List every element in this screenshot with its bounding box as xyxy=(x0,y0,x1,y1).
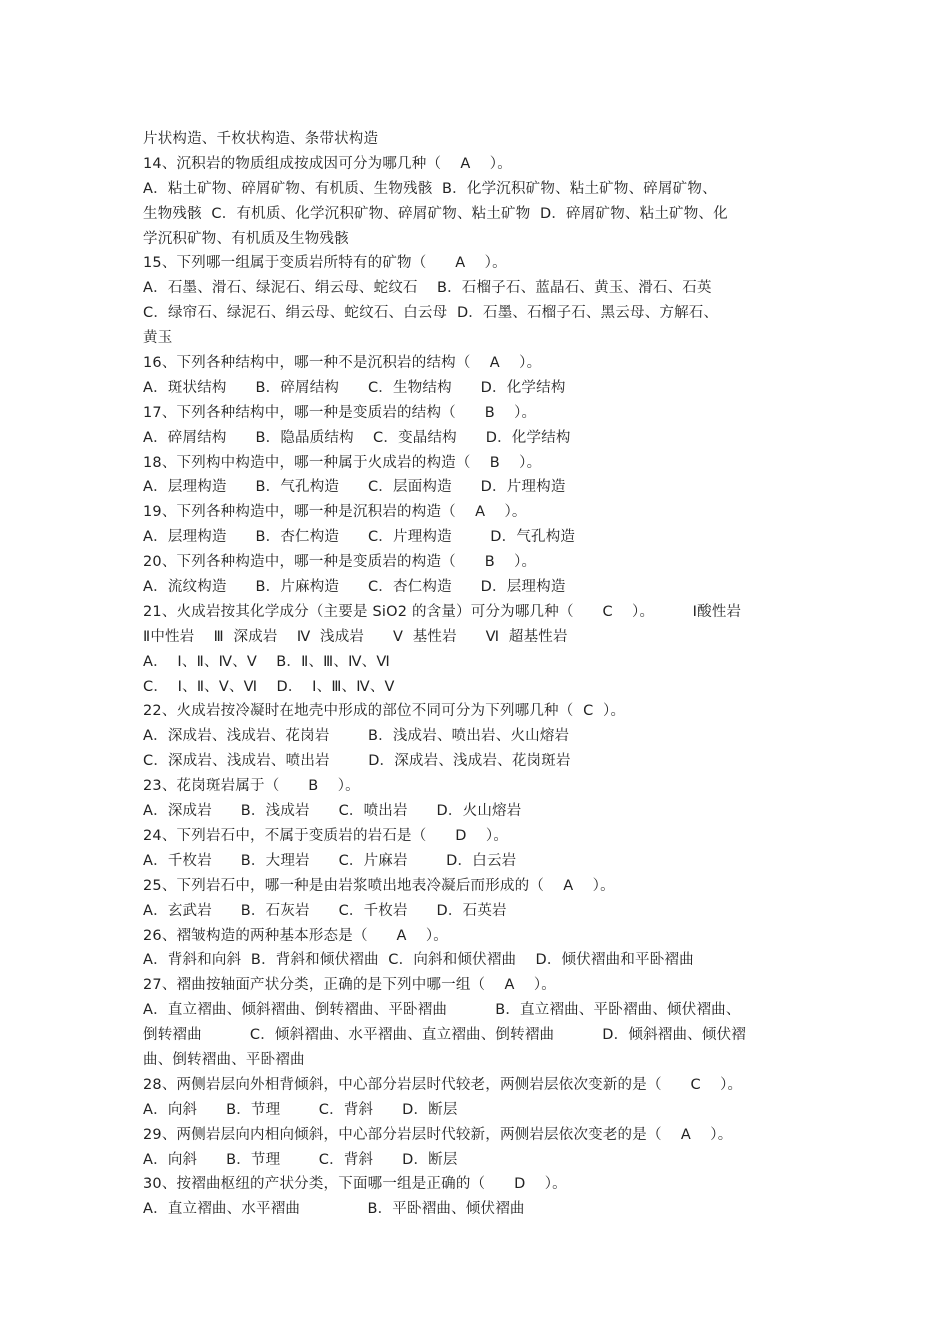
question-16: 16、下列各种结构中，哪一种不是沉积岩的结构（ A ）。 xyxy=(143,355,542,372)
question-22: 22、火成岩按冷凝时在地壳中形成的部位不同可分为下列哪几种（ C ）。 xyxy=(143,703,626,720)
question-27-options: A．直立褶曲、倾斜褶曲、倒转褶曲、平卧褶曲 B．直立褶曲、平卧褶曲、倾伏褶曲、 xyxy=(143,1002,741,1019)
question-19: 19、下列各种构造中，哪一种是沉积岩的构造（ A ）。 xyxy=(143,504,527,521)
question-27: 27、褶曲按轴面产状分类，正确的是下列中哪一组（ A ）。 xyxy=(143,977,556,994)
question-29-options: A．向斜 B．节理 C．背斜 D．断层 xyxy=(143,1151,458,1168)
question-17-options: A．碎屑结构 B．隐晶质结构 C．变晶结构 D．化学结构 xyxy=(143,429,571,446)
question-25: 25、下列岩石中，哪一种是由岩浆喷出地表冷凝后而形成的（ A ）。 xyxy=(143,877,615,894)
question-30-options: A．直立褶曲、水平褶曲 B．平卧褶曲、倾伏褶曲 xyxy=(143,1201,525,1218)
question-22-options: C．深成岩、浅成岩、喷出岩 D．深成岩、浅成岩、花岗斑岩 xyxy=(143,753,571,770)
document-page xyxy=(143,127,823,1222)
question-15-options: 黄玉 xyxy=(143,330,173,347)
question-23-options: A．深成岩 B．浅成岩 C．喷出岩 D．火山熔岩 xyxy=(143,803,522,820)
question-18-options: A．层理构造 B．气孔构造 C．层面构造 D．片理构造 xyxy=(143,479,566,496)
question-27-options: 倒转褶曲 C．倾斜褶曲、水平褶曲、直立褶曲、倒转褶曲 D．倾斜褶曲、倾伏褶 xyxy=(143,1027,746,1044)
question-15-options: C．绿帘石、绿泥石、绢云母、蛇纹石、白云母 D．石墨、石榴子石、黑云母、方解石、 xyxy=(143,305,719,322)
question-18: 18、下列构中构造中，哪一种属于火成岩的构造（ B ）。 xyxy=(143,454,542,471)
question-17: 17、下列各种结构中，哪一种是变质岩的结构（ B ）。 xyxy=(143,404,537,421)
question-19-options: A．层理构造 B．杏仁构造 C．片理构造 D．气孔构造 xyxy=(143,529,576,546)
question-20-options: A．流纹构造 B．片麻构造 C．杏仁构造 D．层理构造 xyxy=(143,579,566,596)
question-28-options: A．向斜 B．节理 C．背斜 D．断层 xyxy=(143,1101,458,1118)
question-15: 15、下列哪一组属于变质岩所特有的矿物（ A ）。 xyxy=(143,255,507,272)
question-26-options: A．背斜和向斜 B．背斜和倾伏褶曲 C．向斜和倾伏褶曲 D．倾伏褶曲和平卧褶曲 xyxy=(143,952,694,969)
question-14-options: 生物残骸 C．有机质、化学沉积矿物、碎屑矿物、粘土矿物 D．碎屑矿物、粘土矿物、化 xyxy=(143,205,728,222)
question-21-options: C． Ⅰ、Ⅱ、Ⅴ、Ⅵ D． Ⅰ、Ⅲ、Ⅳ、Ⅴ xyxy=(143,678,395,695)
question-24-options: A．千枚岩 B．大理岩 C．片麻岩 D．白云岩 xyxy=(143,852,517,869)
question-20: 20、下列各种构造中，哪一种是变质岩的构造（ B ）。 xyxy=(143,554,537,571)
question-24: 24、下列岩石中，不属于变质岩的岩石是（ D ）。 xyxy=(143,827,509,844)
question-21-items: Ⅱ中性岩 Ⅲ 深成岩 Ⅳ 浅成岩 Ⅴ 基性岩 Ⅵ 超基性岩 xyxy=(143,628,568,645)
question-23: 23、花岗斑岩属于（ B ）。 xyxy=(143,778,360,795)
question-25-options: A．玄武岩 B．石灰岩 C．千枚岩 D．石英岩 xyxy=(143,902,507,919)
question-22-options: A．深成岩、浅成岩、花岗岩 B．浅成岩、喷出岩、火山熔岩 xyxy=(143,728,570,745)
question-26: 26、褶皱构造的两种基本形态是（ A ）。 xyxy=(143,927,449,944)
question-14-options: 学沉积矿物、有机质及生物残骸 xyxy=(143,230,349,247)
question-21: 21、火成岩按其化学成分（主要是 SiO2 的含量）可分为哪几种（ C ）。 Ⅰ酸性岩 xyxy=(143,603,742,620)
question-14-options: A．粘土矿物、碎屑矿物、有机质、生物残骸 B．化学沉积矿物、粘土矿物、碎屑矿物、 xyxy=(143,180,717,197)
question-27-options: 曲、倒转褶曲、平卧褶曲 xyxy=(143,1051,305,1068)
question-16-options: A．斑状结构 B．碎屑结构 C．生物结构 D．化学结构 xyxy=(143,379,566,396)
question-29: 29、两侧岩层向内相向倾斜，中心部分岩层时代较新，两侧岩层依次变老的是（ A ）。 xyxy=(143,1126,733,1143)
question-30: 30、按褶曲枢纽的产状分类，下面哪一组是正确的（ D ）。 xyxy=(143,1176,567,1193)
question-28: 28、两侧岩层向外相背倾斜，中心部分岩层时代较老，两侧岩层依次变新的是（ C ）。 xyxy=(143,1076,743,1093)
question-15-options: A．石墨、滑石、绿泥石、绢云母、蛇纹石 B．石榴子石、蓝晶石、黄玉、滑石、石英 xyxy=(143,280,712,297)
question-21-options: A． Ⅰ、Ⅱ、Ⅳ、Ⅴ B．Ⅱ、Ⅲ、Ⅳ、Ⅵ xyxy=(143,653,390,670)
question-14: 14、沉积岩的物质组成按成因可分为哪几种（ A ）。 xyxy=(143,155,512,172)
text-line: 片状构造、千枚状构造、条带状构造 xyxy=(143,131,379,147)
